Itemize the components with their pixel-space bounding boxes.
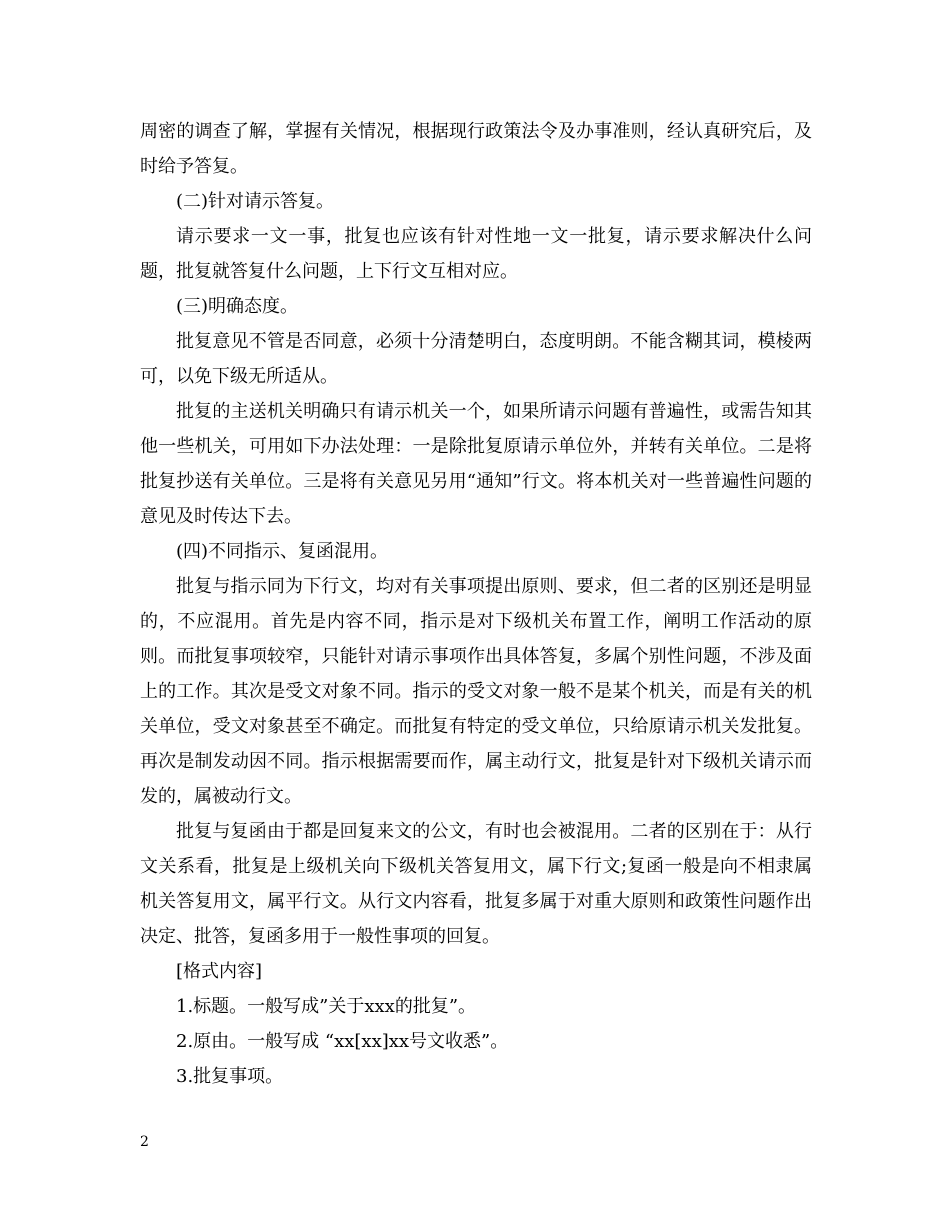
list-item: 1.标题。一般写成”关于xxx的批复”。 bbox=[176, 996, 477, 1017]
paragraph: 批复的主送机关明确只有请示机关一个，如果所请示问题有普遍性，或需告知其他一些机关，可用如下办法处理：一是除批复原请示单位外，并转有关单位。二是将批复抄送有关单位。三是将有关意见另用“通知”行文。将本机关对一些普遍性问题的意见及时传达下去。 bbox=[140, 401, 812, 527]
section-heading: (四)不同指示、复函混用。 bbox=[176, 541, 389, 562]
paragraph: 批复与复函由于都是回复来文的公文，有时也会被混用。二者的区别在于：从行文关系看，批复是上级机关向下级机关答复用文，属下行文;复函一般是向不相隶属机关答复用文，属平行文。从行文内容看，批复多属于对重大原则和政策性问题作出决定、批答，复函多用于一般性事项的回复。 bbox=[140, 821, 812, 947]
document-body bbox=[140, 114, 812, 1094]
section-heading: (二)针对请示答复。 bbox=[176, 191, 335, 212]
section-heading: [格式内容] bbox=[176, 961, 263, 982]
paragraph: 请示要求一文一事，批复也应该有针对性地一文一批复，请示要求解决什么问题，批复就答复什么问题，上下行文互相对应。 bbox=[140, 226, 812, 282]
list-item: 3.批复事项。 bbox=[176, 1066, 284, 1087]
paragraph: 批复意见不管是否同意，必须十分清楚明白，态度明朗。不能含糊其词，模棱两可，以免下级无所适从。 bbox=[140, 331, 812, 387]
list-item: 2.原由。一般写成 “xx[xx]xx号文收悉”。 bbox=[176, 1031, 509, 1052]
page-number: 2 bbox=[140, 1134, 149, 1150]
paragraph: 批复与指示同为下行文，均对有关事项提出原则、要求，但二者的区别还是明显的，不应混用。首先是内容不同，指示是对下级机关布置工作，阐明工作活动的原则。而批复事项较窄，只能针对请示事项作出具体答复，多属个别性问题，不涉及面上的工作。其次是受文对象不同。指示的受文对象一般不是某个机关，而是有关的机关单位，受文对象甚至不确定。而批复有特定的受文单位，只给原请示机关发批复。再次是制发动因不同。指示根据需要而作，属主动行文，批复是针对下级机关请示而发的，属被动行文。 bbox=[140, 576, 812, 807]
paragraph: 周密的调查了解，掌握有关情况，根据现行政策法令及办事准则，经认真研究后，及时给予答复。 bbox=[140, 121, 812, 177]
section-heading: (三)明确态度。 bbox=[176, 296, 299, 317]
